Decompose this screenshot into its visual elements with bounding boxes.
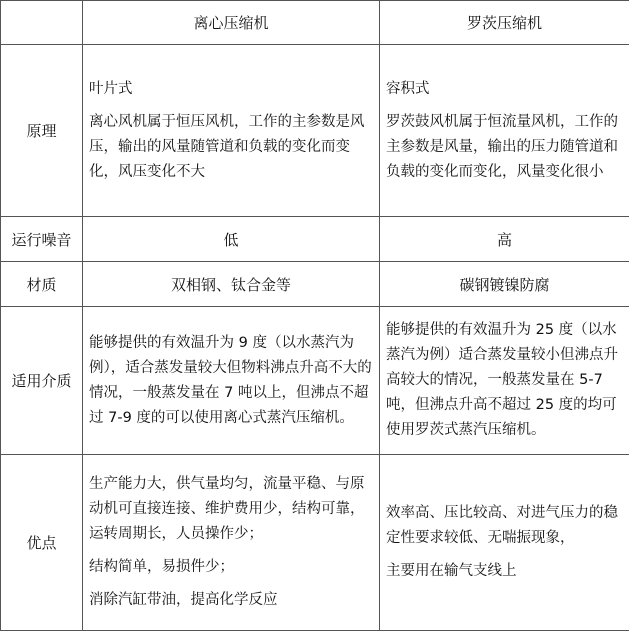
principle-roots [380, 45, 629, 217]
label-material: 材质 [1, 262, 83, 307]
row-principle [1, 45, 629, 217]
advantages-roots-line-1: 效率高、压比较高、对进气压力的稳定性要求较低、无喘振现象， [386, 501, 623, 551]
principle-centrifugal [83, 45, 380, 217]
noise-centrifugal: 低 [83, 217, 380, 262]
advantages-centrifugal [83, 455, 380, 631]
header-corner [1, 1, 83, 45]
advantages-centrifugal-line-3: 消除汽缸带油，提高化学反应 [89, 588, 373, 613]
label-advantages: 优点 [1, 455, 83, 631]
noise-roots: 高 [380, 217, 629, 262]
material-centrifugal: 双相钢、钛合金等 [83, 262, 380, 307]
header-centrifugal: 离心压缩机 [83, 1, 380, 45]
advantages-centrifugal-line-1: 生产能力大，供气量均匀，流量平稳、与原动机可直接连接、维护费用少，结构可靠，运转周期长，人员操作少； [89, 472, 373, 547]
medium-centrifugal [83, 307, 380, 455]
label-noise: 运行噪音 [1, 217, 83, 262]
row-advantages [1, 455, 629, 631]
advantages-roots-line-2: 主要用在输气支线上 [386, 559, 623, 584]
row-medium [1, 307, 629, 455]
medium-roots-text: 能够提供的有效温升为 25 度（以水蒸汽为例）适合蒸发量较小但沸点升高较大的情况，一般蒸发量在 5-7 吨，但沸点升高不超过 25 度的均可使用罗茨式蒸汽压缩机。 [386, 318, 623, 443]
medium-centrifugal-text: 能够提供的有效温升为 9 度（以水蒸汽为例），适合蒸发量较大但物料沸点升高不大的情况，一般蒸发量在 7 吨以上，但沸点不超过 7-9 度的可以使用离心式蒸汽压缩机。 [89, 331, 373, 431]
label-principle: 原理 [1, 45, 83, 217]
header-row [1, 1, 629, 45]
advantages-centrifugal-line-2: 结构简单，易损件少； [89, 555, 373, 580]
principle-roots-type: 容积式 [386, 77, 623, 102]
advantages-roots [380, 455, 629, 631]
medium-roots [380, 307, 629, 455]
row-material [1, 262, 629, 307]
material-roots: 碳钢镀镍防腐 [380, 262, 629, 307]
principle-centrifugal-type: 叶片式 [89, 77, 373, 102]
header-roots: 罗茨压缩机 [380, 1, 629, 45]
principle-centrifugal-text: 离心风机属于恒压风机，工作的主参数是风压，输出的风量随管道和负载的变化而变化，风压变化不大 [89, 110, 373, 185]
principle-roots-text: 罗茨鼓风机属于恒流量风机，工作的主参数是风量，输出的压力随管道和负载的变化而变化，风量变化很小 [386, 110, 623, 185]
row-noise [1, 217, 629, 262]
label-medium: 适用介质 [1, 307, 83, 455]
